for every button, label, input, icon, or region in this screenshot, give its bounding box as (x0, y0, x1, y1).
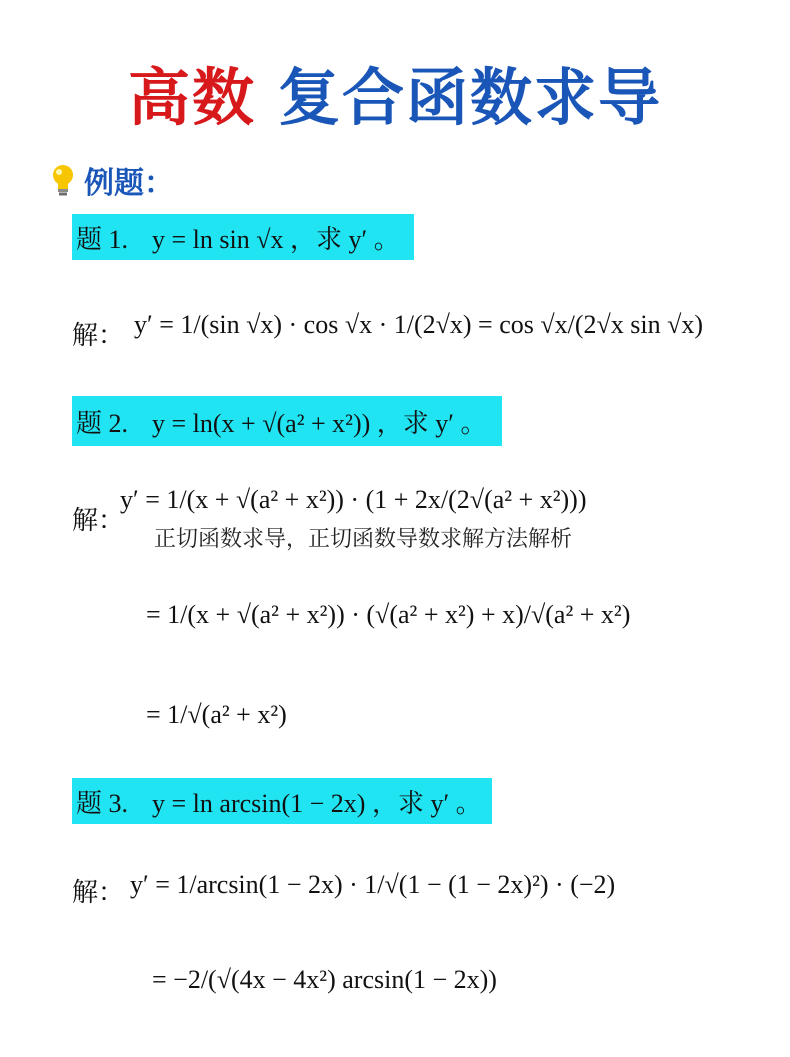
page-title (0, 48, 790, 137)
solution-3-line-2: = −2/(√(4x − 4x²) arcsin(1 − 2x)) (152, 965, 497, 994)
solution-3-line-1: y′ = 1/arcsin(1 − 2x) · 1/√(1 − (1 − 2x)²) · (−2) (130, 870, 616, 899)
solution-1-line-1: y′ = 1/(sin √x) · cos √x · 1/(2√x) = cos √x/(2√x sin √x) (134, 310, 704, 339)
solution-2-label: 解： (72, 506, 125, 535)
overlay-caption: 正切函数求导，正切函数导数求解方法解析 (150, 520, 576, 555)
problem-3-label: 题 3. (76, 788, 129, 818)
problem-1-label: 题 1. (76, 224, 129, 254)
problem-2-label: 题 2. (76, 408, 129, 438)
problem-3-banner (72, 778, 492, 824)
solution-2-line-2: = 1/(x + √(a² + x²)) · (√(a² + x²) + x)/√(a² + x²) (146, 600, 631, 629)
solution-2-line-1: y′ = 1/(x + √(a² + x²)) · (1 + 2x/(2√(a² + x²))) (120, 485, 587, 514)
problem-2-banner (72, 396, 502, 446)
problem-1-statement: y = ln sin √x ，求 y′ 。 (152, 224, 400, 254)
problem-2-statement: y = ln(x + √(a² + x²)) ，求 y′ 。 (152, 408, 487, 438)
example-label: 例题： (84, 167, 174, 200)
solution-3-label: 解： (72, 878, 125, 907)
problem-3-statement: y = ln arcsin(1 − 2x) ，求 y′ 。 (152, 788, 482, 818)
title-red: 高数 (127, 64, 256, 133)
solution-2-line-3: = 1/√(a² + x²) (146, 700, 287, 729)
problem-1-banner (72, 214, 414, 260)
lightbulb-icon (48, 163, 78, 197)
solution-1-label: 解： (72, 321, 125, 350)
title-blue: 复合函数求导 (278, 64, 663, 133)
example-heading (48, 158, 174, 202)
